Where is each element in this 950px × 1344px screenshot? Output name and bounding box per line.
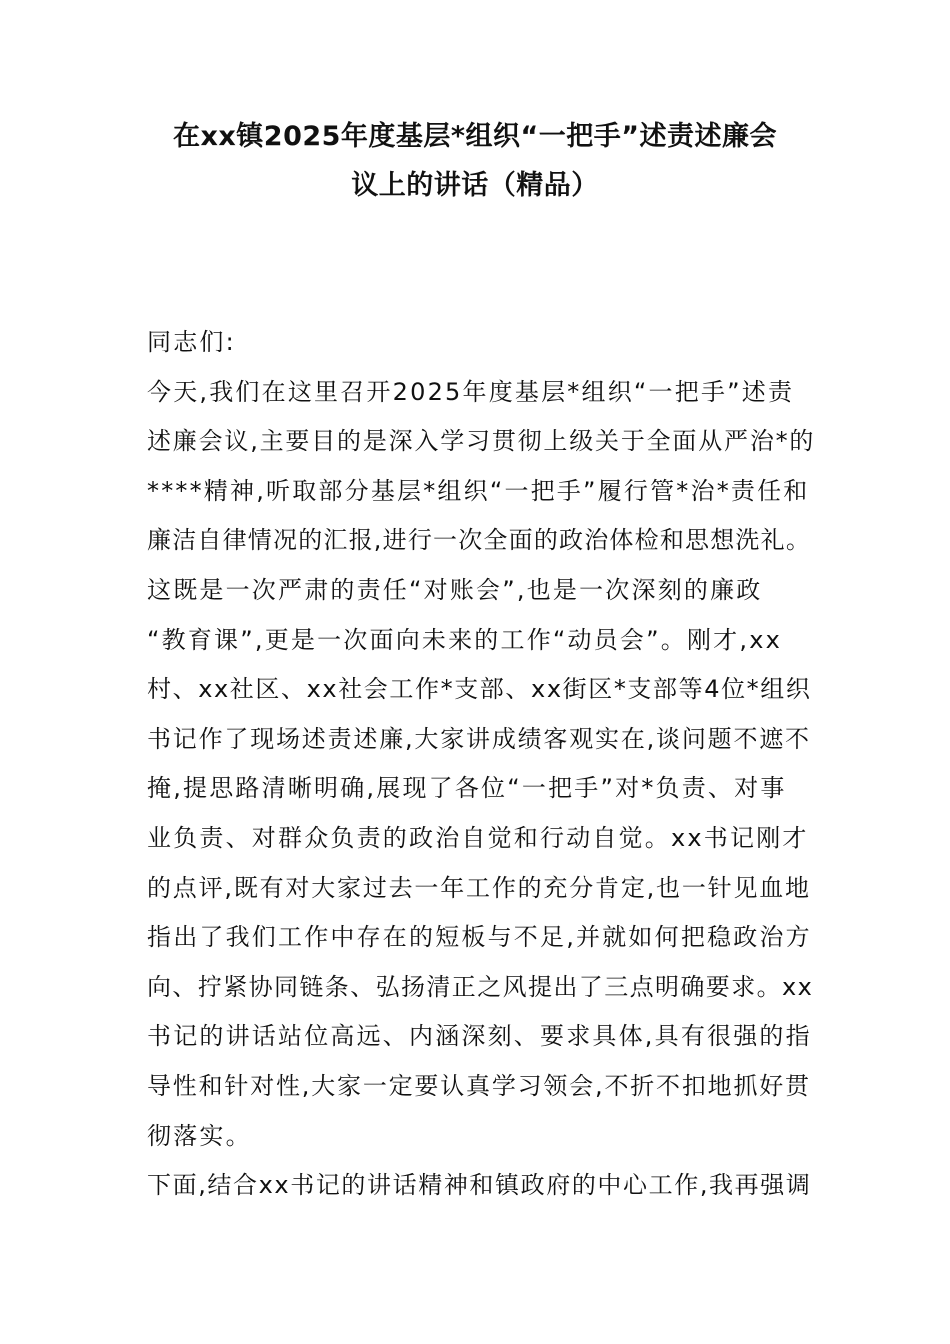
salutation: 同志们: (147, 328, 236, 356)
text-line: 向、拧紧协同链条、弘扬清正之风提出了三点明确要求。xx (147, 972, 814, 1001)
text-line: 这既是一次严肃的责任“对账会”,也是一次深刻的廉政 (147, 575, 763, 604)
text-line: 廉洁自律情况的汇报,进行一次全面的政治体检和思想洗礼。 (147, 526, 812, 555)
text-line: 村、xx社区、xx社会工作*支部、xx街区*支部等4位*组织 (147, 675, 812, 704)
text-line: “教育课”,更是一次面向未来的工作“动员会”。刚才,xx (147, 625, 782, 654)
document-body (147, 318, 815, 1211)
text-line: 的点评,既有对大家过去一年工作的充分肯定,也一针见血地 (147, 873, 811, 902)
text-line: 述廉会议,主要目的是深入学习贯彻上级关于全面从严治*的 (147, 427, 816, 456)
text-line: 书记作了现场述责述廉,大家讲成绩客观实在,谈问题不遮不 (147, 724, 811, 753)
document-title (120, 112, 830, 210)
paragraph-2 (147, 1161, 815, 1211)
text-line: 业负责、对群众负责的政治自觉和行动自觉。xx书记刚才 (147, 823, 809, 852)
paragraph-1 (147, 368, 815, 1162)
text-line: 导性和针对性,大家一定要认真学习领会,不折不扣地抓好贯 (147, 1071, 811, 1100)
text-line: 彻落实。 (147, 1121, 252, 1150)
title-line-1: 在xx镇2025年度基层*组织“一把手”述责述廉会 (172, 121, 778, 152)
title-line-2: 议上的讲话（精品） (351, 170, 599, 201)
text-line: 书记的讲话站位高远、内涵深刻、要求具体,具有很强的指 (147, 1022, 812, 1051)
text-line: ****精神,听取部分基层*组织“一把手”履行管*治*责任和 (147, 476, 810, 505)
text-line: 指出了我们工作中存在的短板与不足,并就如何把稳政治方 (147, 923, 812, 952)
text-line: 今天,我们在这里召开2025年度基层*组织“一把手”述责 (147, 377, 795, 406)
text-line: 掩,提思路清晰明确,展现了各位“一把手”对*负责、对事 (147, 774, 787, 803)
text-line: 下面,结合xx书记的讲话精神和镇政府的中心工作,我再强调 (147, 1171, 812, 1200)
